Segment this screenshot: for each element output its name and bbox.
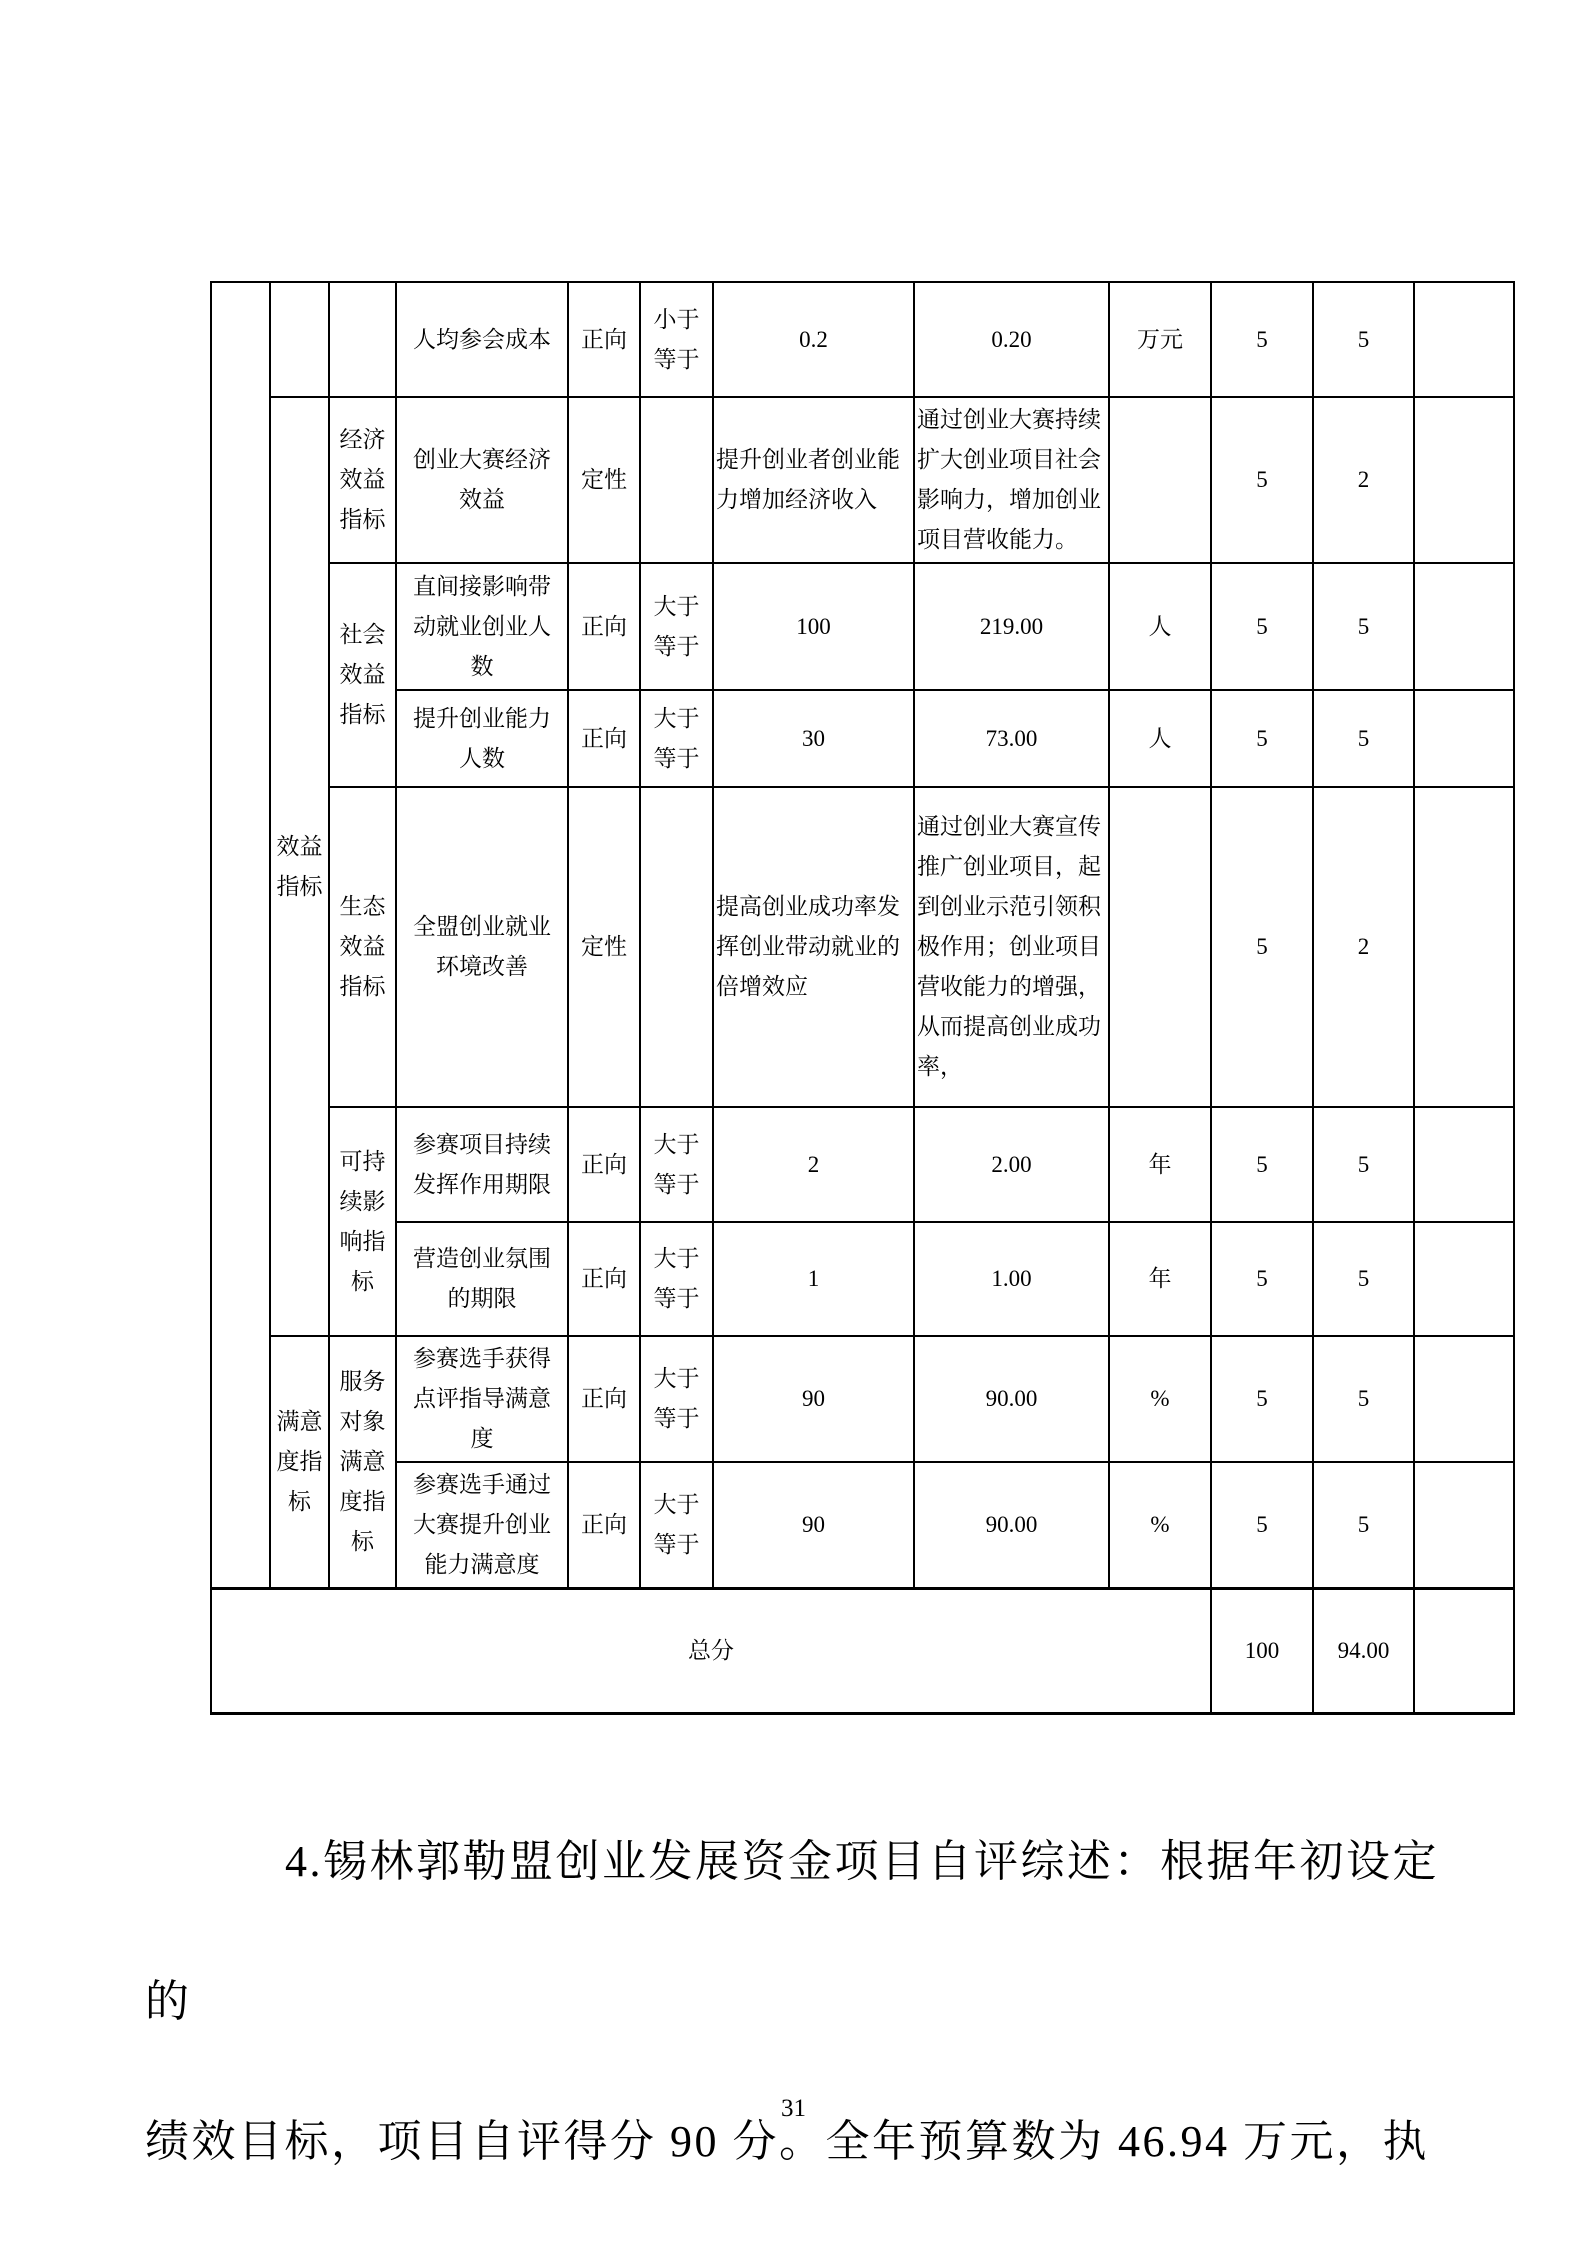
cell-note [1414,787,1514,1107]
cell-indicator-name: 直间接影响带动就业创业人数 [396,563,568,690]
cell-unit [1109,397,1211,563]
cell-target-value: 90 [713,1462,914,1589]
cell-unit: 年 [1109,1222,1211,1336]
cell-nature: 正向 [568,690,640,787]
total-score-cell: 94.00 [1313,1589,1414,1714]
cell-actual-value: 通过创业大赛持续扩大创业项目社会影响力，增加创业项目营收能力。 [914,397,1109,563]
group-col2-cell [270,282,329,397]
cell-compare: 大于等于 [640,1336,713,1462]
cell-actual-value: 0.20 [914,282,1109,397]
self-evaluation-summary [145,1792,1451,2212]
performance-indicator-table [210,281,1515,1715]
total-label-cell: 总分 [211,1589,1211,1714]
cell-indicator-name: 全盟创业就业环境改善 [396,787,568,1107]
cell-weight: 5 [1211,1107,1313,1222]
cell-weight: 5 [1211,563,1313,690]
cell-compare: 大于等于 [640,1107,713,1222]
cell-compare: 大于等于 [640,690,713,787]
cell-actual-value: 通过创业大赛宣传推广创业项目，起到创业示范引领积极作用；创业项目营收能力的增强，从而提高创业成功率， [914,787,1109,1107]
cell-note [1414,1462,1514,1589]
cell-nature: 正向 [568,1222,640,1336]
group-col1-cell [211,282,270,1589]
summary-line-2: 绩效目标，项目自评得分 90 分。全年预算数为 46.94 万元，执 [145,2117,1429,2166]
cell-actual-value: 73.00 [914,690,1109,787]
cell-unit: 人 [1109,690,1211,787]
cell-actual-value: 90.00 [914,1462,1109,1589]
cell-indicator-name: 提升创业能力人数 [396,690,568,787]
cell-score: 5 [1313,1107,1414,1222]
cell-nature: 定性 [568,397,640,563]
cell-nature: 正向 [568,1336,640,1462]
cell-target-value: 2 [713,1107,914,1222]
cell-indicator-name: 营造创业氛围的期限 [396,1222,568,1336]
cell-score: 2 [1313,397,1414,563]
total-note-cell [1414,1589,1514,1714]
subgroup-cell [329,282,396,397]
cell-unit: % [1109,1462,1211,1589]
cell-nature: 正向 [568,1107,640,1222]
cell-unit: 人 [1109,563,1211,690]
cell-target-value: 提高创业成功率发挥创业带动就业的倍增效应 [713,787,914,1107]
cell-compare: 大于等于 [640,1462,713,1589]
subgroup-ecological-cell: 生态效益指标 [329,787,396,1107]
cell-score: 2 [1313,787,1414,1107]
cell-weight: 5 [1211,1336,1313,1462]
cell-target-value: 0.2 [713,282,914,397]
cell-compare [640,787,713,1107]
cell-actual-value: 90.00 [914,1336,1109,1462]
cell-indicator-name: 创业大赛经济效益 [396,397,568,563]
cell-actual-value: 1.00 [914,1222,1109,1336]
cell-nature: 正向 [568,282,640,397]
cell-compare [640,397,713,563]
summary-line-1: 4.锡林郭勒盟创业发展资金项目自评综述：根据年初设定的 [145,1837,1439,2026]
cell-score: 5 [1313,690,1414,787]
cell-note [1414,1222,1514,1336]
cell-target-value: 30 [713,690,914,787]
group-satisfaction-cell: 满意度指标 [270,1336,329,1589]
cell-target-value: 90 [713,1336,914,1462]
group-benefit-cell: 效益指标 [270,397,329,1336]
cell-score: 5 [1313,282,1414,397]
cell-unit: % [1109,1336,1211,1462]
cell-score: 5 [1313,563,1414,690]
subgroup-sustain-cell: 可持续影响指标 [329,1107,396,1336]
subgroup-economic-cell: 经济效益指标 [329,397,396,563]
cell-weight: 5 [1211,1462,1313,1589]
cell-note [1414,1107,1514,1222]
cell-target-value: 1 [713,1222,914,1336]
cell-score: 5 [1313,1336,1414,1462]
cell-weight: 5 [1211,1222,1313,1336]
cell-score: 5 [1313,1462,1414,1589]
cell-nature: 正向 [568,563,640,690]
cell-compare: 大于等于 [640,1222,713,1336]
total-weight-cell: 100 [1211,1589,1313,1714]
cell-compare: 大于等于 [640,563,713,690]
cell-weight: 5 [1211,282,1313,397]
cell-compare: 小于等于 [640,282,713,397]
cell-nature: 定性 [568,787,640,1107]
cell-note [1414,563,1514,690]
cell-indicator-name: 参赛选手通过大赛提升创业能力满意度 [396,1462,568,1589]
cell-note [1414,282,1514,397]
cell-unit: 万元 [1109,282,1211,397]
cell-note [1414,690,1514,787]
cell-indicator-name: 参赛项目持续发挥作用期限 [396,1107,568,1222]
page-number: 31 [781,2095,806,2122]
cell-target-value: 提升创业者创业能力增加经济收入 [713,397,914,563]
cell-score: 5 [1313,1222,1414,1336]
cell-weight: 5 [1211,397,1313,563]
cell-unit [1109,787,1211,1107]
cell-indicator-name: 参赛选手获得点评指导满意度 [396,1336,568,1462]
cell-actual-value: 2.00 [914,1107,1109,1222]
cell-note [1414,1336,1514,1462]
cell-actual-value: 219.00 [914,563,1109,690]
cell-weight: 5 [1211,690,1313,787]
cell-weight: 5 [1211,787,1313,1107]
cell-indicator-name: 人均参会成本 [396,282,568,397]
cell-note [1414,397,1514,563]
subgroup-social-cell: 社会效益指标 [329,563,396,787]
cell-target-value: 100 [713,563,914,690]
subgroup-service-cell: 服务对象满意度指标 [329,1336,396,1589]
cell-nature: 正向 [568,1462,640,1589]
cell-unit: 年 [1109,1107,1211,1222]
